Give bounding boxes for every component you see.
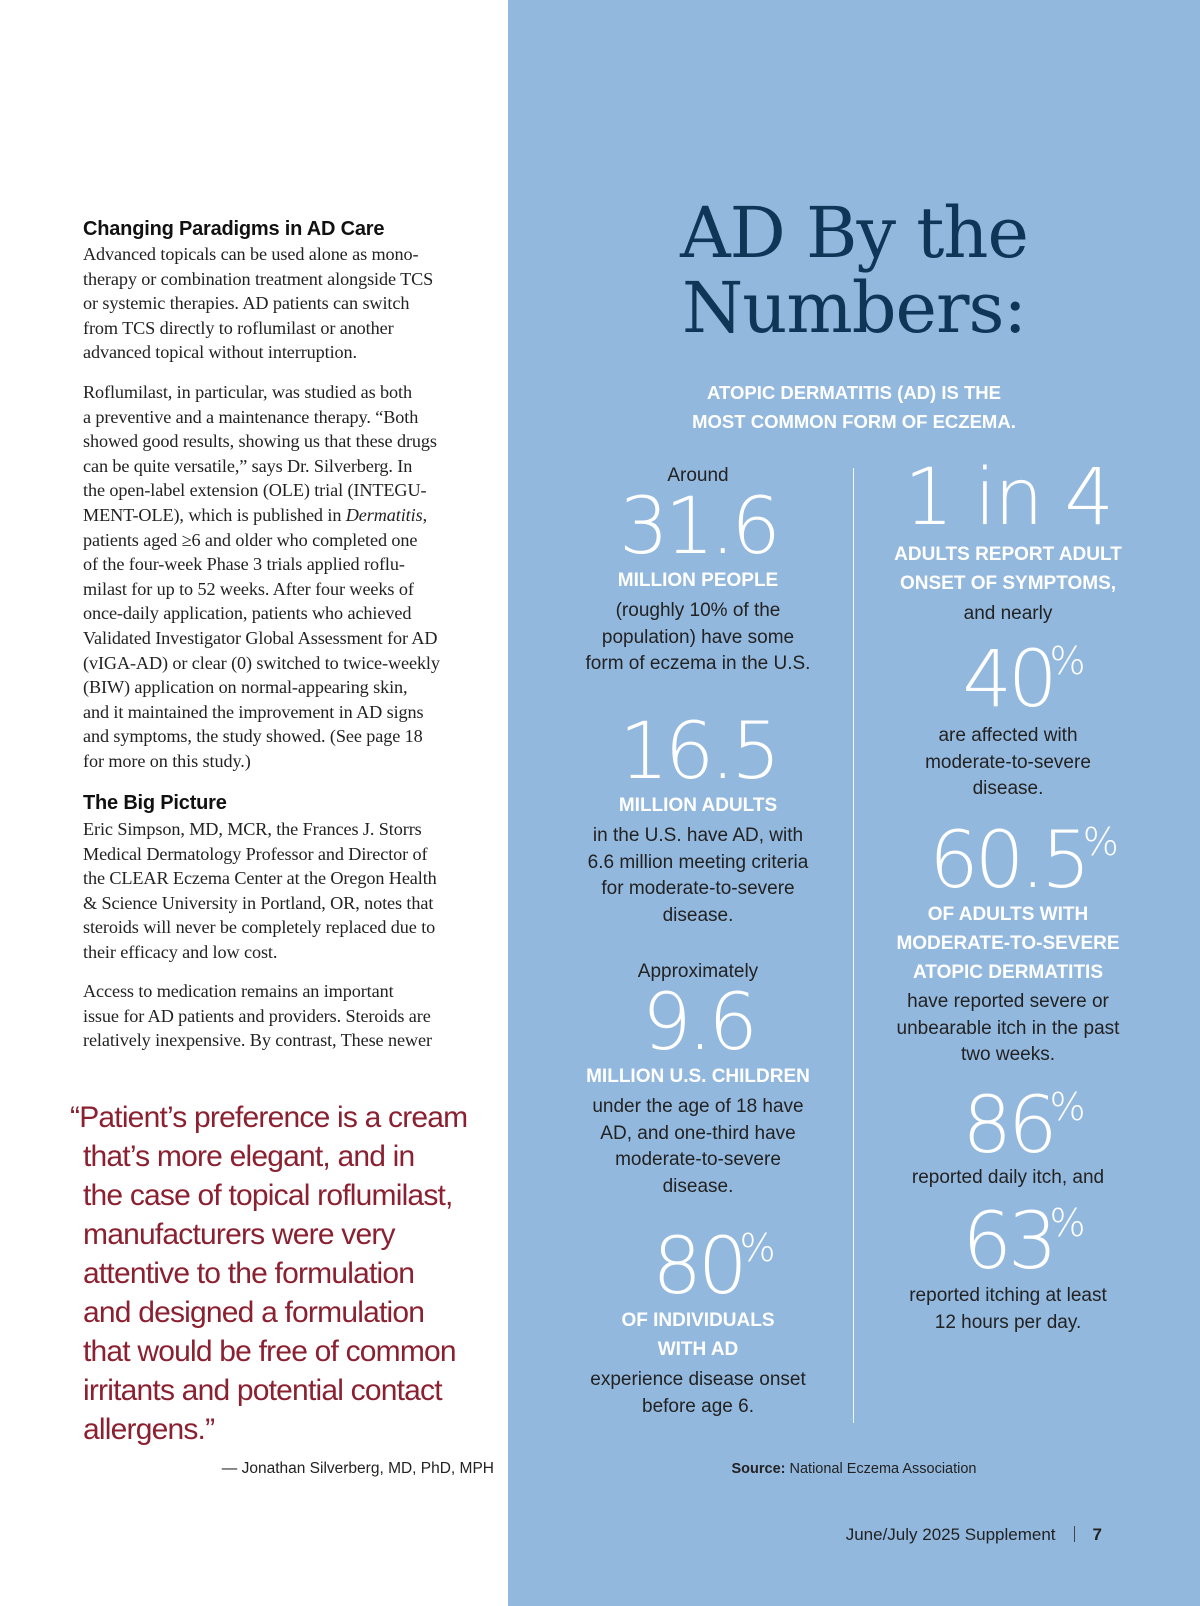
quote-attribution: — Jonathan Silverberg, MD, PhD, MPH [221,1460,494,1477]
quote-line: that would be free of common [83,1335,456,1368]
stat-number: 60.5 [929,816,1087,906]
title-line: AD By the [680,192,1028,274]
desc-line: are affected with [938,725,1078,746]
desc-line: reported itching at least [909,1285,1107,1306]
stat-caption: MILLION U.S. CHILDREN [586,1066,810,1087]
text-line: Validated Investigator Global Assessment for AD [83,627,438,648]
text-line: relatively inexpensive. By contrast, These newer [83,1030,432,1051]
desc-line: 12 hours per day. [934,1311,1082,1333]
issue-label: June/July 2025 Supplement [845,1525,1056,1544]
stat-description [848,723,1168,803]
text-line: & Science University in Portland, OR, notes that [83,892,434,913]
subtitle-line: ATOPIC DERMATITIS (AD) IS THE [707,382,1001,403]
stat-prefix: Around [667,465,729,486]
desc-line: 6.6 million meeting criteria [587,851,809,873]
stat-description [848,1283,1168,1336]
desc-line: form of eczema in the U.S. [585,653,811,674]
desc-line: moderate-to-severe [615,1149,781,1170]
source-label: Source: [731,1461,786,1477]
desc-line: moderate-to-severe [925,751,1091,773]
text-line: Roflumilast, in particular, was studied as both [83,382,412,402]
stat-80-percent [538,1222,858,1420]
text-line: (vIGA-AD) or clear (0) switched to twice-weekly [83,652,440,673]
stat-1-in-4 [848,453,1168,628]
percent-sign: % [739,1226,776,1270]
desc-line: before age 6. [642,1395,754,1417]
panel-title [508,192,1200,349]
desc-line: disease. [972,778,1044,799]
stat-description [538,1367,858,1420]
text-line: Medical Dermatology Professor and Director of [83,843,428,864]
desc-line: AD, and one-third have [600,1122,796,1144]
text-line: patients aged ≥6 and older who completed one [83,529,418,550]
text-line: steroids will never be completely replaced due to [83,917,436,938]
title-line: Numbers: [682,267,1026,349]
stat-number: 1 in 4 [904,453,1112,543]
paragraph-roflumilast [83,380,488,774]
stat-value [904,453,1112,543]
stat-number: 9.6 [641,978,755,1068]
percent-sign: % [1049,1201,1086,1245]
stat-number: 86 [962,1081,1054,1171]
caption-line: ATOPIC DERMATITIS [913,962,1103,983]
stat-value [962,635,1086,725]
percent-sign: % [1082,820,1119,864]
source-note [508,1461,1200,1477]
stat-number: 16.5 [619,707,777,797]
stat-caption: MILLION ADULTS [618,795,778,816]
quote-line: “Patient’s preference is a cream [70,1101,468,1134]
stat-31-6-million [538,464,858,678]
text-line: of the four-week Phase 3 trials applied roflu- [83,554,405,575]
text-line: a preventive and a maintenance therapy. “Both [83,406,419,427]
text-line: and it maintained the improvement in AD signs [83,701,424,722]
desc-line: (roughly 10% of the [615,600,781,621]
quote-line: that’s more elegant, and in [83,1140,415,1173]
text-line: Eric Simpson, MD, MCR, the Frances J. Storrs [83,819,422,839]
desc-line: experience disease onset [590,1369,806,1390]
desc-line: reported daily itch, and [911,1167,1105,1188]
stat-value [619,482,777,572]
stat-value [929,816,1119,906]
stat-number: 80 [652,1222,744,1312]
percent-sign: % [1049,1085,1086,1129]
stat-caption: MILLION PEOPLE [617,570,779,591]
text-line: (BIW) application on normal-appearing skin, [83,677,408,698]
stat-number: 40 [962,635,1054,725]
stat-number: 31.6 [619,482,777,572]
text-line: therapy or combination treatment alongside TCS [83,268,434,289]
stats-panel [508,0,1200,1606]
stat-63-percent [848,1197,1168,1336]
desc-line: under the age of 18 have [592,1096,804,1117]
caption-line: OF ADULTS WITH [927,904,1089,925]
text-line: can be quite versatile,” says Dr. Silverberg. In [83,455,413,476]
paragraph-access-to-medication [83,979,488,1053]
stat-caption [848,900,1168,987]
desc-line: for moderate-to-severe [601,878,795,899]
stat-number: 63 [962,1197,1054,1287]
page-number: 7 [1092,1525,1102,1544]
text-line: and symptoms, the study showed. (See page 18 [83,726,423,747]
text-line: once-daily application, patients who achieved [83,603,412,624]
stat-86-percent [848,1081,1168,1192]
page-footer [846,1525,1102,1545]
percent-sign: % [1049,639,1086,683]
stat-60-5-percent [848,816,1168,1069]
text-line: the CLEAR Eczema Center at the Oregon Health [83,868,437,889]
section-heading-changing-paradigms: Changing Paradigms in AD Care [83,218,385,240]
stat-value [962,1197,1086,1287]
desc-line: unbearable itch in the past [896,1017,1120,1039]
text-line: Advanced topicals can be used alone as mono- [83,244,419,264]
stat-value [641,978,755,1068]
quote-line: attentive to the formulation [83,1257,415,1290]
paragraph-eric-simpson [83,817,488,965]
stat-description [848,989,1168,1069]
quote-line: irritants and potential contact [83,1374,442,1407]
text-line: showed good results, showing us that these drugs [83,431,437,452]
desc-line: and nearly [963,603,1053,624]
stat-16-5-million [538,707,858,929]
text-line: MENT-OLE), which is published in [83,504,346,525]
quote-line: the case of topical roflumilast, [83,1179,453,1212]
caption-line: OF INDIVIDUALS [621,1310,775,1331]
stat-caption [848,540,1168,598]
pull-quote [70,1098,480,1449]
quote-line: and designed a formulation [83,1296,425,1329]
stat-prefix: Approximately [637,961,759,982]
stat-description [848,601,1168,628]
desc-line: population) have some [601,626,795,648]
quote-line: allergens.” [83,1413,215,1446]
desc-line: in the U.S. have AD, with [592,825,804,846]
journal-name: Dermatitis [345,504,423,525]
desc-line: two weeks. [961,1044,1055,1065]
article-column [70,0,494,1606]
text-line: Access to medication remains an important [83,981,394,1001]
stat-value [652,1222,776,1312]
text-line: for more on this study.) [83,750,251,771]
stat-description [538,1094,858,1200]
caption-line: MODERATE-TO-SEVERE [896,933,1120,954]
paragraph-advanced-topicals [83,242,488,365]
caption-line: ADULTS REPORT ADULT [894,544,1122,565]
desc-line: disease. [662,904,734,926]
desc-line: disease. [662,1175,734,1197]
stat-value [619,707,777,797]
source-text: National Eczema Association [785,1461,977,1477]
stat-description [538,598,858,678]
text-line: or systemic therapies. AD patients can switch [83,293,410,314]
subtitle-line: MOST COMMON FORM OF ECZEMA. [692,411,1016,432]
caption-line: ONSET OF SYMPTOMS, [899,573,1117,594]
stat-description [538,823,858,929]
text-line: , [422,504,428,525]
stat-40-percent [848,635,1168,803]
text-line: advanced topical without interruption. [83,342,357,363]
stat-9-6-million [538,960,858,1200]
panel-subtitle [508,378,1200,436]
text-line: issue for AD patients and providers. Steroids are [83,1005,431,1026]
stat-value [962,1081,1086,1171]
text-line: their efficacy and low cost. [83,941,278,962]
caption-line: WITH AD [657,1339,739,1360]
desc-line: have reported severe or [907,991,1109,1012]
text-line: from TCS directly to roflumilast or another [83,317,394,338]
quote-line: manufacturers were very [83,1218,395,1251]
text-line: milast for up to 52 weeks. After four weeks of [83,578,414,599]
footer-divider [1074,1526,1075,1542]
stat-caption [538,1306,858,1364]
text-line: the open-label extension (OLE) trial (INTEGU- [83,480,427,501]
section-heading-big-picture: The Big Picture [83,792,227,814]
